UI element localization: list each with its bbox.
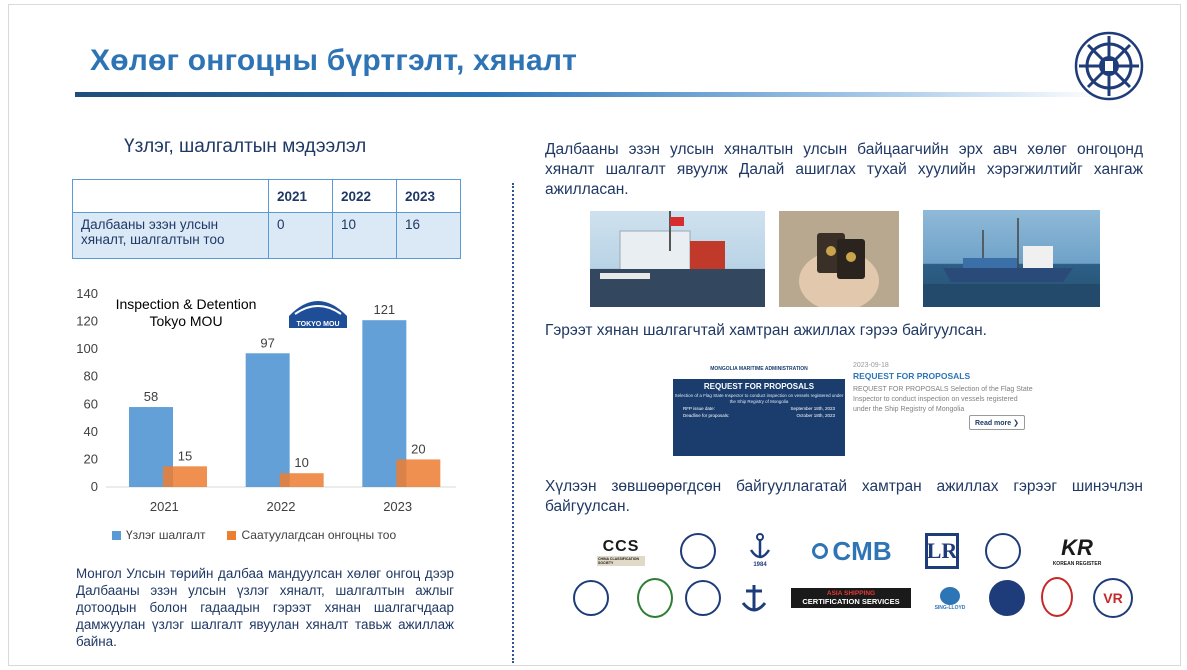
- right-paragraph-3: Хүлээн зөвшөөрөгдсөн байгууллагатай хамтран ажиллах гэрээг шинэчлэн байгуулсан.: [545, 478, 1143, 515]
- table-header-2022: 2022: [333, 180, 397, 213]
- ars-anchor-icon: [739, 581, 769, 615]
- cmb-logo-text: CMB: [832, 535, 892, 566]
- data-label: 121: [373, 302, 396, 318]
- cmb-logo: [806, 535, 898, 567]
- bar-detentions: [163, 466, 207, 487]
- register-seal-icon: [680, 533, 716, 569]
- table-row: [73, 213, 461, 259]
- rfp-subtitle: Selection of a Flag State Inspector to conduct inspection on vessels registered under the Ship Registry of Mongolia: [674, 393, 844, 404]
- y-tick-label: 0: [90, 479, 98, 494]
- y-tick-label: 80: [83, 368, 98, 384]
- x-tick-label: 2022: [266, 499, 296, 514]
- shield-seal-icon: [1041, 577, 1073, 617]
- ars-logo: [738, 580, 770, 616]
- lr-logo: LR: [925, 533, 959, 569]
- turk-loydu-seal-icon: [985, 533, 1021, 569]
- chart-legend: [112, 528, 396, 542]
- rfp-org: MONGOLIA MARITIME ADMINISTRATION: [673, 359, 845, 379]
- bar-detentions: [280, 473, 324, 487]
- y-tick-label: 140: [76, 286, 98, 301]
- legend-label-inspections: Үзлэг шалгалт: [126, 528, 206, 542]
- table-cell-2022: 10: [333, 213, 397, 259]
- vr-logo: VR: [1093, 578, 1133, 618]
- table-header-empty: [73, 180, 269, 213]
- inspection-heading: Үзлэг, шалгалтын мэдээлэл: [124, 136, 367, 157]
- page-title: Хөлөг онгоцны бүртгэлт, хяналт: [90, 44, 577, 77]
- ccs-logo-subtext: CHINA CLASSIFICATION SOCIETY: [597, 556, 645, 566]
- table-header-row: [73, 180, 461, 213]
- asia-shipping-line1: ASIA SHIPPING: [826, 590, 876, 597]
- ship-at-sea-illustration: [923, 210, 1100, 307]
- passport-illustration: [779, 211, 899, 307]
- y-tick-label: 60: [83, 396, 98, 412]
- rfp-poster: [673, 359, 845, 456]
- rfp-issue-label: RFP issue date:: [683, 406, 715, 411]
- ship-deck-illustration: [590, 211, 765, 307]
- data-label: 10: [294, 455, 309, 471]
- asia-shipping-line2: CERTIFICATION SERVICES: [802, 597, 900, 606]
- sing-lloyd-logo: [930, 580, 970, 618]
- rfp-post-description: REQUEST FOR PROPOSALS Selection of the Flag State Inspector to conduct inspection on vessels registered under the Ship Registry of Mongolia: [853, 386, 1033, 413]
- bar-inspections: [246, 353, 290, 487]
- rfp-date: 2023-09-18: [853, 362, 889, 369]
- cmb-globe-icon: [812, 543, 828, 559]
- data-label: 58: [143, 389, 159, 405]
- ship-deck-photo: [590, 211, 765, 307]
- rfp-deadline-label: Deadline for proposals:: [683, 413, 730, 418]
- bar-detentions: [396, 459, 440, 487]
- table-header-2021: 2021: [269, 180, 333, 213]
- rfp-post-meta: [853, 362, 1033, 415]
- table-row-label: Далбааны эзэн улсын хяналт, шалгалтын тоо: [73, 213, 269, 259]
- ship-wheel-logo-icon: [1074, 31, 1144, 101]
- x-tick-label: 2021: [149, 499, 179, 514]
- kr-logo-subtext: KOREAN REGISTER: [1052, 561, 1102, 567]
- sing-lloyd-globe-icon: [940, 587, 960, 605]
- asia-shipping-logo: [791, 588, 911, 608]
- isa-seal-icon: [573, 580, 609, 616]
- y-tick-label: 20: [83, 451, 98, 467]
- rfp-deadline-value: October 18th, 2023: [796, 413, 835, 418]
- inspection-table: [72, 179, 461, 259]
- kr-logo-text: KR: [1061, 535, 1093, 560]
- sing-lloyd-text: SING-LLOYD: [934, 605, 966, 611]
- ringed-seal-icon: [685, 580, 721, 616]
- legend-item-detentions: [227, 528, 396, 542]
- kr-logo: [1046, 534, 1108, 568]
- tmou-label: Inspection & Detention Tokyo MOU: [115, 296, 257, 329]
- y-tick-label: 120: [76, 313, 98, 329]
- data-label: 20: [411, 441, 426, 457]
- ship-at-sea-photo: [923, 210, 1100, 307]
- y-tick-label: 40: [83, 423, 98, 439]
- navy-seal-icon: [989, 580, 1025, 616]
- tmou-logo-text: TOKYO MOU: [296, 321, 340, 328]
- left-paragraph: Монгол Улсын төрийн далбаа мандуулсан хөлөг онгоц дээр Далбааны эзэн улсын үзлэг хяналт, шалгалтын ажлыг дотоодын болон гадаадын гэрээт хянан шалгагчдаар дамжуулан үзлэг шалгалт явуулан хяналт тавьж ажиллаж байна.: [76, 566, 454, 649]
- table-cell-2023: 16: [397, 213, 461, 259]
- table-cell-2021: 0: [269, 213, 333, 259]
- legend-swatch-orange: [227, 531, 236, 540]
- rfp-title: REQUEST FOR PROPOSALS: [703, 382, 815, 391]
- legend-swatch-blue: [112, 531, 121, 540]
- legend-label-detentions: Саатуулагдсан онгоцны тоо: [241, 528, 397, 542]
- data-label: 97: [260, 335, 275, 351]
- rfp-issue-value: September 18th, 2023: [790, 406, 835, 411]
- right-paragraph-2: Гэрээт хянан шалгагчтай хамтран ажиллах гэрээ байгуулсан.: [545, 322, 987, 339]
- ccs-logo: [597, 535, 645, 569]
- rfp-issue-row: [673, 405, 845, 412]
- passport-photo: [779, 211, 899, 307]
- green-shield-seal-icon: [637, 578, 673, 618]
- anchor-logo-year: 1984: [753, 562, 767, 568]
- ccs-logo-text: CCS: [602, 538, 640, 555]
- legend-item-inspections: [112, 528, 205, 542]
- column-divider: [512, 183, 514, 663]
- right-paragraph-1: Далбааны эзэн улсын хяналтын улсын байцаагчийн эрх авч хөлөг онгоцонд хяналт шалгалт явуулж Далай ашиглах тухай хуулийн хэрэгжилтийг хангаж ажилласан.: [545, 141, 1143, 198]
- title-underline: [75, 92, 1105, 97]
- anchor-icon: [748, 532, 772, 562]
- rfp-deadline-row: [673, 412, 845, 419]
- read-more-button[interactable]: Read more ❯: [969, 415, 1025, 430]
- x-tick-label: 2023: [383, 499, 413, 514]
- data-label: 15: [177, 448, 193, 464]
- table-header-2023: 2023: [397, 180, 461, 213]
- y-tick-label: 100: [76, 341, 98, 357]
- tokyo-mou-logo-icon: [287, 292, 349, 330]
- anchor-logo: [745, 527, 775, 573]
- rfp-post-heading[interactable]: REQUEST FOR PROPOSALS: [853, 371, 971, 381]
